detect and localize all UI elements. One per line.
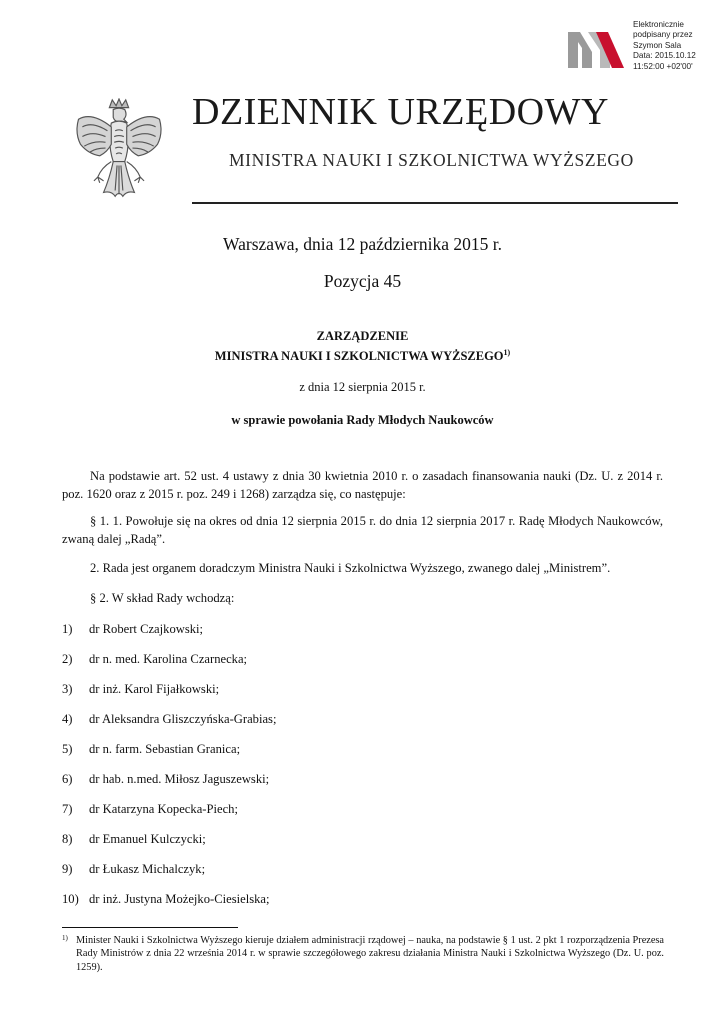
document-issuer <box>0 348 725 364</box>
list-item-number: 8) <box>62 832 73 846</box>
header-divider <box>192 202 678 204</box>
masthead-subtitle: MINISTRA NAUKI I SZKOLNICTWA WYŻSZEGO <box>229 150 634 170</box>
list-item <box>62 860 663 890</box>
list-item-name: dr inż. Justyna Możejko-Ciesielska; <box>89 892 270 906</box>
section-2-intro: § 2. W skład Rady wchodzą: <box>90 591 235 605</box>
eagle-emblem-icon <box>70 98 168 204</box>
list-item-number: 2) <box>62 652 73 666</box>
list-item-name: dr Łukasz Michalczyk; <box>89 862 206 876</box>
list-item-number: 9) <box>62 862 73 876</box>
preamble-paragraph: Na podstawie art. 52 ust. 4 ustawy z dnia 30 kwietnia 2010 r. o zasadach finansowania nauki (Dz. U. z 2014 r. poz. 1620 oraz z 2015 r. poz. 249 i 1268) zarządza się, co następuje: <box>62 469 663 501</box>
list-item <box>62 650 663 680</box>
document-subject: w sprawie powołania Rady Młodych Naukowców <box>231 413 494 427</box>
document-dated: z dnia 12 sierpnia 2015 r. <box>299 380 426 394</box>
footnote-mark: 1) <box>62 934 68 942</box>
list-item <box>62 830 663 860</box>
list-item-number: 1) <box>62 622 73 636</box>
signature-line: 11:52:00 +02'00' <box>633 61 693 71</box>
list-item-number: 5) <box>62 742 73 756</box>
list-item-name: dr Aleksandra Gliszczyńska-Grabias; <box>89 712 277 726</box>
list-item <box>62 770 663 800</box>
list-item-name: dr n. med. Karolina Czarnecka; <box>89 652 248 666</box>
section-1-paragraph-2: 2. Rada jest organem doradczym Ministra Nauki i Szkolnictwa Wyższego, zwanego dalej „Ministrem”. <box>90 561 611 575</box>
list-item-name: dr Emanuel Kulczycki; <box>89 832 206 846</box>
list-item <box>62 890 663 920</box>
electronic-signature-stamp <box>566 20 716 80</box>
issuer-footnote-mark: 1) <box>503 348 511 357</box>
council-members-list <box>62 620 663 920</box>
position-number: Pozycja 45 <box>323 271 402 291</box>
masthead-title: DZIENNIK URZĘDOWY <box>192 91 609 133</box>
issue-date: Warszawa, dnia 12 października 2015 r. <box>223 234 502 254</box>
list-item-name: dr hab. n.med. Miłosz Jaguszewski; <box>89 772 270 786</box>
signature-logo-icon <box>566 30 626 70</box>
list-item <box>62 740 663 770</box>
list-item-name: dr n. farm. Sebastian Granica; <box>89 742 241 756</box>
list-item-name: dr Robert Czajkowski; <box>89 622 204 636</box>
footnote-text: Minister Nauki i Szkolnictwa Wyższego kieruje działem administracji rządowej – nauka, na podstawie § 1 ust. 2 pkt 1 rozporządzenia Prezesa Rady Ministrów z dnia 22 września 2014 r. w sprawie szczegółowego zakresu działania Ministra Nauki i Szkolnictwa Wyższego (Dz. U. poz. 1259). <box>76 935 664 973</box>
list-item <box>62 800 663 830</box>
document-kind: ZARZĄDZENIE <box>316 329 409 343</box>
list-item <box>62 680 663 710</box>
signature-line: Data: 2015.10.12 <box>633 51 696 61</box>
list-item-number: 6) <box>62 772 73 786</box>
list-item <box>62 620 663 650</box>
issuer-name: MINISTRA NAUKI I SZKOLNICTWA WYŻSZEGO <box>214 349 504 364</box>
list-item-name: dr Katarzyna Kopecka-Piech; <box>89 802 238 816</box>
list-item-name: dr inż. Karol Fijałkowski; <box>89 682 220 696</box>
list-item <box>62 710 663 740</box>
footnote-divider <box>62 927 238 928</box>
section-1-paragraph-1: § 1. 1. Powołuje się na okres od dnia 12 sierpnia 2015 r. do dnia 12 sierpnia 2017 r. Radę Młodych Naukowców, zwaną dalej „Radą”. <box>62 514 663 546</box>
signature-line: podpisany przez <box>633 30 693 40</box>
list-item-number: 10) <box>62 892 79 906</box>
signature-line: Elektronicznie <box>633 20 684 29</box>
list-item-number: 7) <box>62 802 73 816</box>
footnote <box>62 934 664 974</box>
signature-line: Szymon Sala <box>633 40 682 50</box>
signature-text <box>633 20 696 72</box>
list-item-number: 4) <box>62 712 73 726</box>
list-item-number: 3) <box>62 682 73 696</box>
